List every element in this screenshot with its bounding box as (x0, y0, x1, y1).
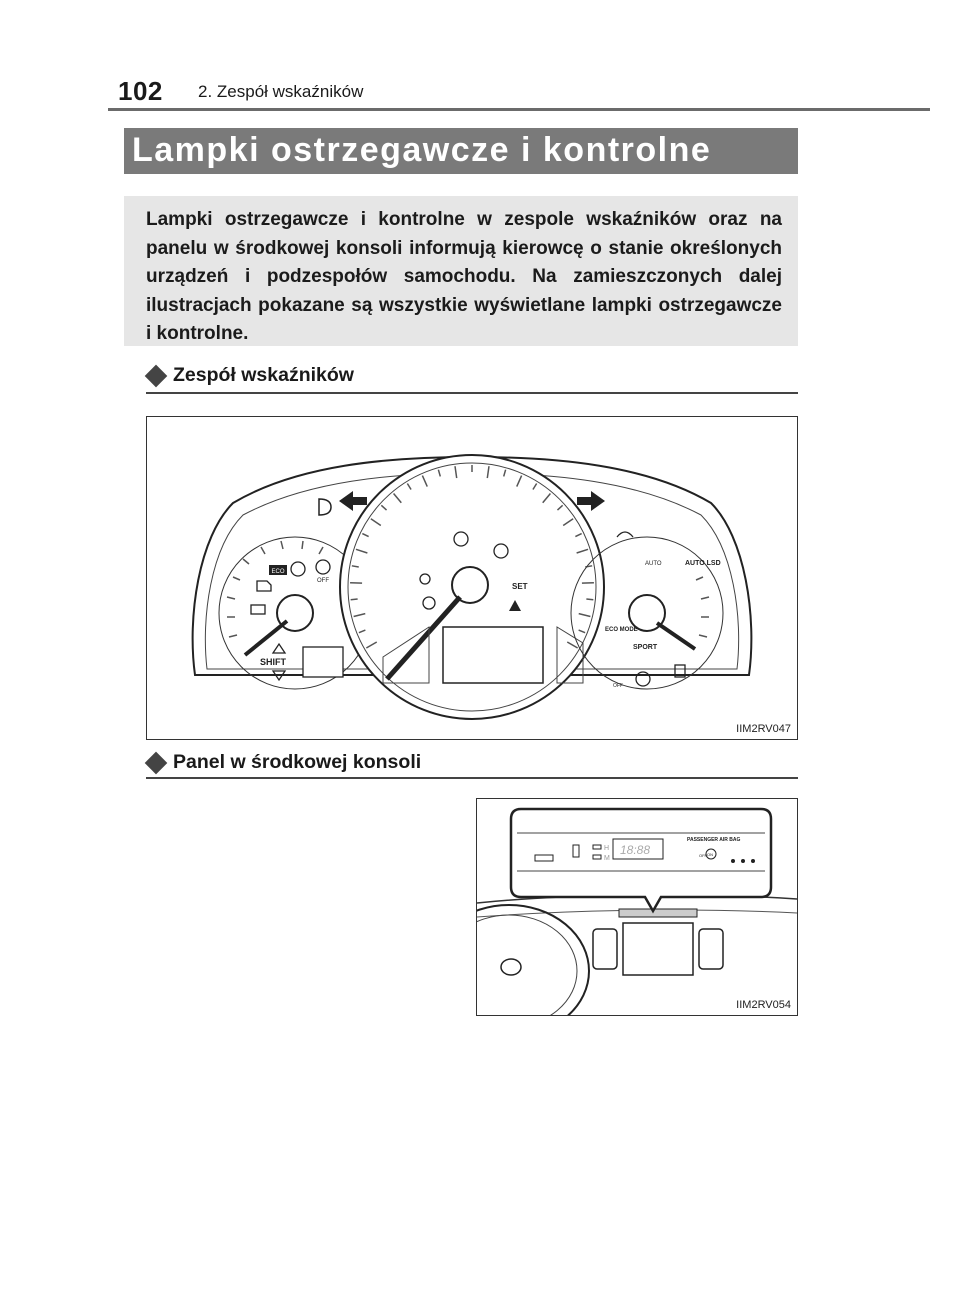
figure-center-console (476, 798, 798, 1016)
passenger-air-bag-label: PASSENGER AIR BAG (687, 837, 741, 843)
figure-id-cluster: IIM2RV047 (736, 723, 791, 735)
intro-text: Lampki ostrzegawcze i kontrolne w zespole wskaźników oraz na panelu w środkowej konsoli informują kierowcę o stanie określonych urządzeń i podzespołów samochodu. Na zamieszczonych dalej ilustracjach pokazane są wszystkie wyświetlane lampki ostrzegawcze i kontrolne. (146, 209, 782, 344)
subheading-rule (146, 392, 798, 394)
speedometer-tick (351, 599, 358, 600)
set-label: SET (512, 582, 528, 591)
diamond-bullet-icon (145, 365, 168, 388)
m-label: M (604, 855, 610, 862)
off-right-label: OFF (613, 683, 623, 689)
speedometer-tick (586, 599, 593, 600)
eco-mode-label: ECO MODE (605, 627, 638, 633)
auto-lsd-label: AUTO LSD (685, 560, 721, 567)
sport-label: SPORT (633, 644, 658, 651)
airbag-off-label: OFF (699, 853, 707, 858)
eco-label: ECO (271, 569, 285, 575)
header-rule (108, 108, 930, 111)
off-label: OFF (317, 578, 329, 584)
diamond-bullet-icon (145, 752, 168, 775)
clock-display: 18:88 (620, 843, 651, 857)
h-label: H (604, 845, 610, 852)
page-title: Lampki ostrzegawcze i kontrolne (132, 131, 712, 169)
figure-instrument-cluster (146, 416, 798, 740)
page-number: 102 (118, 76, 163, 106)
subheading-console: Panel w środkowej konsoli (173, 751, 422, 773)
center-console-drawing (477, 799, 797, 1015)
subheading-cluster: Zespół wskaźników (173, 364, 354, 386)
auto-label: AUTO (645, 561, 662, 567)
instrument-cluster-drawing (147, 417, 797, 739)
section-title: 2. Zespół wskaźników (198, 82, 364, 101)
shift-label: SHIFT (260, 657, 286, 667)
subheading-rule (146, 777, 798, 779)
figure-id-console: IIM2RV054 (736, 999, 791, 1011)
airbag-on-label: ON (707, 852, 713, 857)
